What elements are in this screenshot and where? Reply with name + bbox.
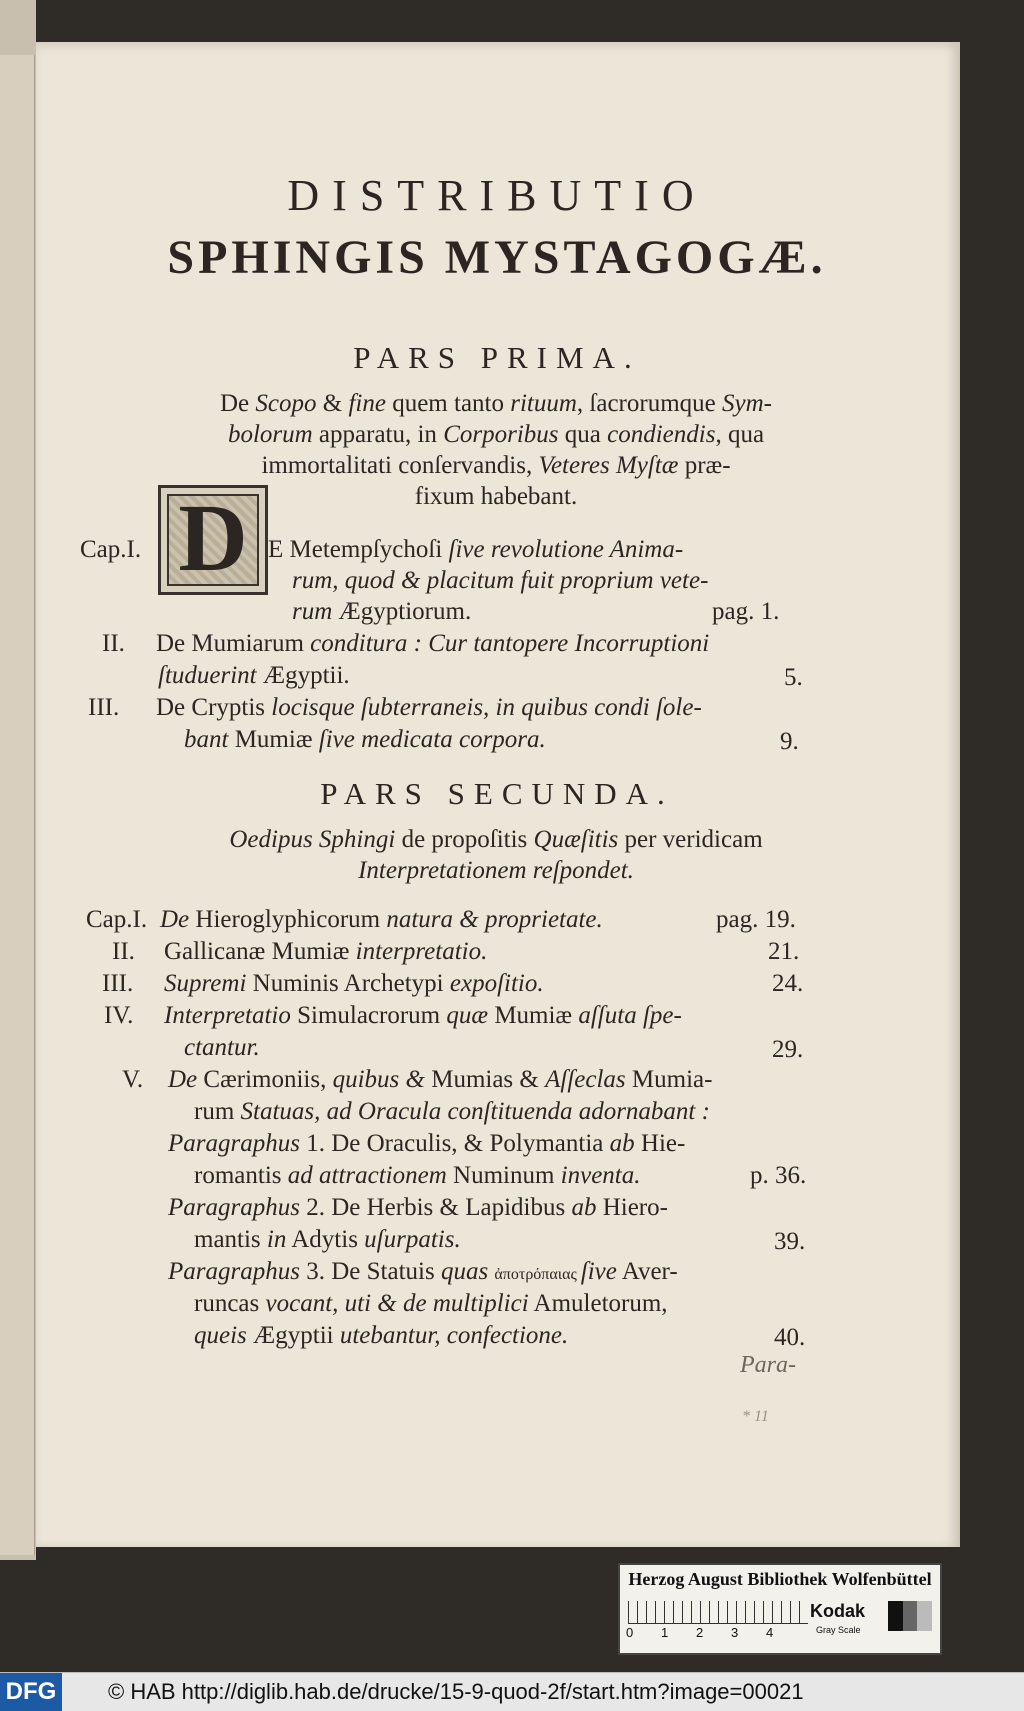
pencil-mark: * 11 bbox=[742, 1408, 769, 1425]
pars-prima-heading: PARS PRIMA. bbox=[353, 340, 641, 375]
chapter-label: Cap.I. bbox=[86, 906, 148, 933]
cap5-line-1: De Cærimoniis, quibus & Mumias & Aſſeclas Mumia- bbox=[168, 1066, 713, 1093]
intro-line-2: Interpretationem reſpondet. bbox=[358, 857, 634, 884]
catchword: Para- bbox=[740, 1352, 796, 1378]
drop-cap-ornament bbox=[158, 485, 268, 595]
kodak-subtitle: Gray Scale bbox=[816, 1625, 861, 1635]
secunda-cap4-cont: ctantur. bbox=[184, 1034, 260, 1061]
page-ref: pag. 1. bbox=[712, 598, 780, 625]
secunda-cap4-text: Interpretatio Simulacrorum quæ Mumiæ aſſuta ſpe- bbox=[164, 1002, 682, 1029]
scale-title: Herzog August Bibliothek Wolfenbüttel bbox=[628, 1569, 932, 1589]
cap3-line-2: bant Mumiæ ſive medicata corpora. bbox=[184, 726, 546, 753]
chapter-label: II. bbox=[112, 938, 135, 965]
color-scale-card bbox=[618, 1563, 942, 1655]
intro-line-3: immortalitati conſervandis, Veteres Myſtæ præ- bbox=[261, 452, 731, 479]
paragraph3-line-3: queis Ægyptii utebantur, confectione. bbox=[194, 1322, 569, 1349]
intro-line-1: Oedipus Sphingi de propoſitis Quæſitis per veridicam bbox=[229, 826, 763, 853]
previous-page-edge bbox=[0, 55, 35, 1555]
page-ref: 39. bbox=[774, 1228, 806, 1255]
page-ref: pag. 19. bbox=[716, 906, 796, 933]
cap3-line-1: De Cryptis locisque ſubterraneis, in quibus condi ſole- bbox=[156, 694, 702, 721]
page-ref: 5. bbox=[784, 664, 803, 691]
cap2-line-2: ſtuduerint Ægyptii. bbox=[158, 662, 350, 689]
cap5-line-2: rum Statuas, ad Oracula conſtituenda adornabant : bbox=[194, 1098, 710, 1125]
copyright-text: © HAB http://diglib.hab.de/drucke/15-9-quod-2f/start.htm?image=00021 bbox=[108, 1679, 804, 1704]
intro-line-1: De Scopo & fine quem tanto rituum, ſacrorumque Sym- bbox=[219, 390, 772, 417]
page-ref: 24. bbox=[772, 970, 804, 997]
cap1-line-3: rum Ægyptiorum. bbox=[292, 598, 472, 625]
chapter-label: V. bbox=[122, 1066, 144, 1093]
page-ref: 9. bbox=[780, 728, 799, 755]
chapter-label: II. bbox=[102, 630, 125, 657]
ruler bbox=[628, 1601, 808, 1624]
chapter-label: Cap.I. bbox=[80, 536, 142, 563]
chapter-label: III. bbox=[102, 970, 134, 997]
secunda-cap1-text: De Hieroglyphicorum natura & proprietate. bbox=[160, 906, 603, 933]
ruler-numbers: 0 1 2 3 4 bbox=[626, 1625, 774, 1640]
pars-secunda-heading: PARS SECUNDA. bbox=[320, 776, 674, 811]
dfg-logo: DFG bbox=[0, 1673, 62, 1711]
footer-bar bbox=[0, 1672, 1024, 1711]
page-ref: 40. bbox=[774, 1324, 806, 1351]
page-ref: 29. bbox=[772, 1036, 804, 1063]
page-ref: p. 36. bbox=[750, 1162, 807, 1189]
secunda-cap2-text: Gallicanæ Mumiæ interpretatio. bbox=[164, 938, 488, 965]
book-page bbox=[36, 42, 960, 1547]
secunda-cap3-text: Supremi Numinis Archetypi expoſitio. bbox=[164, 970, 544, 997]
paragraph3-line-1: Paragraphus 3. De Statuis quas ἀποτρόπαιας ſive Aver- bbox=[168, 1258, 678, 1285]
chapter-label: IV. bbox=[104, 1002, 134, 1029]
paragraph3-line-2: runcas vocant, uti & de multiplici Amuletorum, bbox=[194, 1290, 668, 1317]
drop-cap-letter: D bbox=[178, 484, 248, 591]
paragraph2-line-1: Paragraphus 2. De Herbis & Lapidibus ab Hiero- bbox=[168, 1194, 668, 1221]
title-line-2: SPHINGIS MYSTAGOGÆ. bbox=[167, 231, 827, 284]
cap1-line-1: E Metempſychoſi ſive revolutione Anima- bbox=[268, 536, 684, 563]
intro-line-2: bolorum apparatu, in Corporibus qua condiendis, qua bbox=[227, 421, 765, 448]
page-ref: 21. bbox=[768, 938, 800, 965]
cap1-line-2: rum, quod & placitum fuit proprium vete- bbox=[292, 567, 709, 594]
paragraph1-line-2: romantis ad attractionem Numinum inventa. bbox=[194, 1162, 641, 1189]
cap2-line-1: De Mumiarum conditura : Cur tantopere Incorruptioni bbox=[156, 630, 710, 657]
title-line-1: DISTRIBUTIO bbox=[287, 171, 707, 220]
paragraph1-line-1: Paragraphus 1. De Oraculis, & Polymantia ab Hie- bbox=[168, 1130, 686, 1157]
intro-line-4: fixum habebant. bbox=[414, 483, 578, 510]
paragraph2-line-2: mantis in Adytis uſurpatis. bbox=[194, 1226, 461, 1253]
pars-secunda-intro bbox=[76, 824, 916, 886]
chapter-label: III. bbox=[88, 694, 120, 721]
kodak-logo: Kodak bbox=[810, 1601, 866, 1621]
gray-patches bbox=[888, 1601, 932, 1631]
